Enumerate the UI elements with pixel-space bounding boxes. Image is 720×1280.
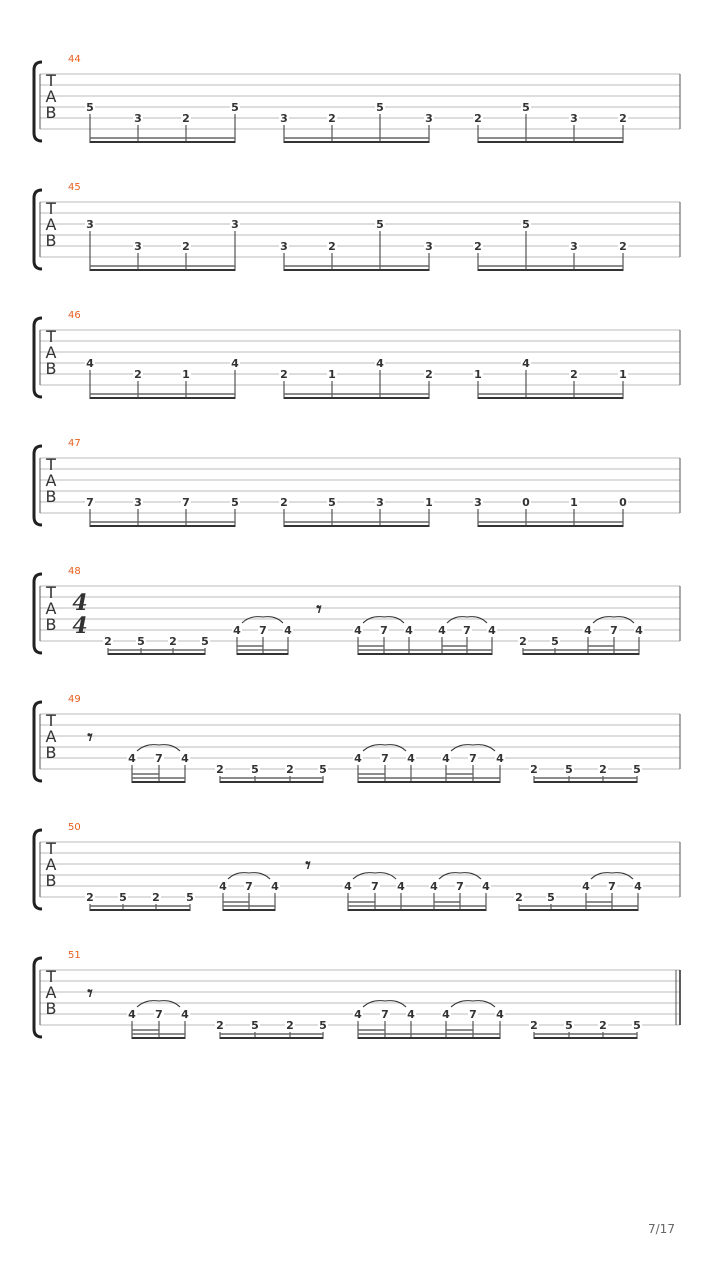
fret-number: 2 <box>474 240 482 253</box>
fret-number: 2 <box>182 240 190 253</box>
fret-number: 5 <box>328 496 336 509</box>
fret-number: 1 <box>182 368 190 381</box>
beam-group <box>85 891 195 911</box>
fret-number: 4 <box>582 880 590 893</box>
tab-system <box>34 950 680 1039</box>
tab-clef-letter: A <box>45 87 57 106</box>
tab-clef-letter: B <box>45 359 57 378</box>
slur <box>473 745 495 751</box>
fret-number: 2 <box>104 635 112 648</box>
beam-group <box>353 1001 505 1039</box>
tab-clef-letter: T <box>46 327 56 346</box>
fret-number: 4 <box>344 880 352 893</box>
fret-number: 2 <box>519 635 527 648</box>
slur <box>385 745 406 751</box>
fret-number: 4 <box>181 752 189 765</box>
fret-number: 3 <box>425 240 433 253</box>
tab-clef-letter: B <box>45 871 57 890</box>
slur <box>439 873 460 879</box>
fret-number: 4 <box>635 624 643 637</box>
fret-number: 7 <box>155 1008 163 1021</box>
fret-number: 3 <box>134 496 142 509</box>
slur <box>614 617 634 623</box>
fret-number: 3 <box>376 496 384 509</box>
beam-group <box>279 496 434 527</box>
fret-number: 4 <box>271 880 279 893</box>
measure-number: 44 <box>68 54 81 65</box>
fret-number: 1 <box>474 368 482 381</box>
fret-number: 7 <box>155 752 163 765</box>
slur <box>159 745 180 751</box>
fret-number: 5 <box>633 1019 641 1032</box>
fret-number: 7 <box>86 496 94 509</box>
fret-number: 4 <box>354 624 362 637</box>
slur <box>137 745 159 751</box>
measure-number: 47 <box>68 438 81 449</box>
beam-group <box>473 496 628 527</box>
fret-number: 4 <box>376 357 384 370</box>
beam-group <box>353 617 497 655</box>
slur <box>263 617 283 623</box>
fret-number: 4 <box>231 357 239 370</box>
time-signature-top: 4 <box>72 590 88 616</box>
tab-clef-letter: B <box>45 103 57 122</box>
fret-number: 5 <box>231 101 239 114</box>
fret-number: 7 <box>608 880 616 893</box>
slur <box>612 873 633 879</box>
slur <box>159 1001 180 1007</box>
beam-group <box>529 1019 642 1039</box>
fret-number: 4 <box>522 357 530 370</box>
fret-number: 7 <box>469 1008 477 1021</box>
fret-number: 4 <box>496 752 504 765</box>
fret-number: 4 <box>405 624 413 637</box>
beam-group <box>127 1001 190 1039</box>
fret-number: 4 <box>407 752 415 765</box>
fret-number: 4 <box>430 880 438 893</box>
fret-number: 5 <box>565 1019 573 1032</box>
fret-number: 5 <box>119 891 127 904</box>
fret-number: 7 <box>182 496 190 509</box>
fret-number: 2 <box>286 763 294 776</box>
fret-number: 5 <box>251 1019 259 1032</box>
tab-clef-letter: A <box>45 343 57 362</box>
fret-number: 1 <box>425 496 433 509</box>
page-number: 7/17 <box>648 1222 675 1236</box>
beam-group <box>518 617 644 655</box>
fret-number: 3 <box>280 240 288 253</box>
fret-number: 2 <box>530 763 538 776</box>
fret-number: 5 <box>522 218 530 231</box>
fret-number: 2 <box>216 1019 224 1032</box>
tab-system <box>34 566 680 655</box>
beam-group <box>127 745 190 783</box>
tab-system <box>34 310 680 399</box>
fret-number: 2 <box>169 635 177 648</box>
fret-number: 3 <box>474 496 482 509</box>
fret-number: 4 <box>397 880 405 893</box>
fret-number: 2 <box>599 763 607 776</box>
beam-group <box>232 617 293 655</box>
fret-number: 7 <box>380 624 388 637</box>
measure-number: 45 <box>68 182 81 193</box>
fret-number: 2 <box>515 891 523 904</box>
slur <box>385 1001 406 1007</box>
tab-clef-letter: T <box>46 583 56 602</box>
measure-number: 51 <box>68 950 81 961</box>
tab-clef-letter: B <box>45 231 57 250</box>
fret-number: 2 <box>280 368 288 381</box>
fret-number: 2 <box>182 112 190 125</box>
fret-number: 5 <box>86 101 94 114</box>
fret-number: 3 <box>280 112 288 125</box>
fret-number: 4 <box>584 624 592 637</box>
tab-clef-letter: A <box>45 855 57 874</box>
fret-number: 4 <box>438 624 446 637</box>
slur <box>473 1001 495 1007</box>
slur <box>467 617 487 623</box>
slur <box>384 617 404 623</box>
measure-number: 48 <box>68 566 81 577</box>
measure-number: 46 <box>68 310 81 321</box>
fret-number: 2 <box>280 496 288 509</box>
eighth-rest: 𝄾 <box>87 725 93 749</box>
beam-group <box>103 635 210 655</box>
fret-number: 5 <box>251 763 259 776</box>
fret-number: 4 <box>233 624 241 637</box>
fret-number: 3 <box>134 240 142 253</box>
fret-number: 0 <box>619 496 627 509</box>
tab-clef-letter: A <box>45 727 57 746</box>
beam-group <box>279 218 434 271</box>
fret-number: 7 <box>245 880 253 893</box>
fret-number: 5 <box>633 763 641 776</box>
fret-number: 4 <box>496 1008 504 1021</box>
fret-number: 4 <box>482 880 490 893</box>
fret-number: 4 <box>442 752 450 765</box>
fret-number: 4 <box>128 752 136 765</box>
slur <box>249 873 270 879</box>
fret-number: 3 <box>425 112 433 125</box>
slur <box>137 1001 159 1007</box>
fret-number: 2 <box>286 1019 294 1032</box>
fret-number: 7 <box>469 752 477 765</box>
slur <box>451 1001 473 1007</box>
tab-clef-letter: T <box>46 967 56 986</box>
slur <box>447 617 467 623</box>
tab-clef-letter: A <box>45 983 57 1002</box>
fret-number: 4 <box>634 880 642 893</box>
fret-number: 5 <box>551 635 559 648</box>
tab-clef-letter: T <box>46 839 56 858</box>
fret-number: 5 <box>319 1019 327 1032</box>
fret-number: 2 <box>619 112 627 125</box>
fret-number: 2 <box>134 368 142 381</box>
fret-number: 3 <box>231 218 239 231</box>
fret-number: 4 <box>86 357 94 370</box>
fret-number: 0 <box>522 496 530 509</box>
fret-number: 7 <box>381 1008 389 1021</box>
fret-number: 5 <box>186 891 194 904</box>
slur <box>242 617 263 623</box>
fret-number: 7 <box>610 624 618 637</box>
fret-number: 7 <box>381 752 389 765</box>
fret-number: 4 <box>442 1008 450 1021</box>
fret-number: 2 <box>619 240 627 253</box>
beam-group <box>514 873 643 911</box>
beam-group <box>218 873 280 911</box>
fret-number: 4 <box>407 1008 415 1021</box>
tab-system <box>34 694 680 783</box>
tab-system <box>34 822 680 911</box>
tab-clef-letter: T <box>46 455 56 474</box>
tab-system <box>34 54 680 143</box>
fret-number: 2 <box>152 891 160 904</box>
fret-number: 3 <box>86 218 94 231</box>
fret-number: 4 <box>128 1008 136 1021</box>
fret-number: 2 <box>216 763 224 776</box>
tab-clef-letter: T <box>46 711 56 730</box>
tab-system <box>34 438 680 527</box>
tab-clef-letter: B <box>45 999 57 1018</box>
fret-number: 2 <box>328 240 336 253</box>
beam-group <box>473 218 628 271</box>
fret-number: 2 <box>425 368 433 381</box>
fret-number: 7 <box>259 624 267 637</box>
tab-clef-letter: A <box>45 599 57 618</box>
slur <box>591 873 612 879</box>
fret-number: 5 <box>231 496 239 509</box>
fret-number: 3 <box>570 112 578 125</box>
fret-number: 3 <box>134 112 142 125</box>
slur <box>451 745 473 751</box>
tab-clef-letter: B <box>45 615 57 634</box>
beam-group <box>215 1019 328 1039</box>
slur <box>228 873 249 879</box>
beam-group <box>85 218 240 271</box>
tab-clef-letter: T <box>46 71 56 90</box>
tab-clef-letter: A <box>45 471 57 490</box>
tab-clef-letter: B <box>45 487 57 506</box>
fret-number: 5 <box>376 218 384 231</box>
fret-number: 5 <box>319 763 327 776</box>
fret-number: 7 <box>456 880 464 893</box>
fret-number: 2 <box>328 112 336 125</box>
beam-group <box>85 496 240 527</box>
fret-number: 5 <box>547 891 555 904</box>
fret-number: 2 <box>530 1019 538 1032</box>
tab-clef-letter: T <box>46 199 56 218</box>
eighth-rest: 𝄾 <box>87 981 93 1005</box>
fret-number: 4 <box>181 1008 189 1021</box>
eighth-rest: 𝄾 <box>316 597 322 621</box>
time-signature-bottom: 4 <box>72 613 88 639</box>
fret-number: 3 <box>570 240 578 253</box>
fret-number: 2 <box>599 1019 607 1032</box>
slur <box>363 1001 385 1007</box>
fret-number: 4 <box>354 1008 362 1021</box>
beam-group <box>215 763 328 783</box>
fret-number: 1 <box>570 496 578 509</box>
fret-number: 1 <box>619 368 627 381</box>
beam-group <box>529 763 642 783</box>
fret-number: 5 <box>565 763 573 776</box>
slur <box>460 873 481 879</box>
measure-number: 50 <box>68 822 81 833</box>
slur <box>353 873 375 879</box>
fret-number: 2 <box>86 891 94 904</box>
fret-number: 7 <box>463 624 471 637</box>
slur <box>375 873 396 879</box>
beam-group <box>343 873 491 911</box>
fret-number: 4 <box>219 880 227 893</box>
fret-number: 5 <box>376 101 384 114</box>
tab-clef-letter: B <box>45 743 57 762</box>
fret-number: 7 <box>371 880 379 893</box>
fret-number: 2 <box>570 368 578 381</box>
slur <box>593 617 614 623</box>
fret-number: 5 <box>522 101 530 114</box>
eighth-rest: 𝄾 <box>305 853 311 877</box>
tab-system <box>34 182 680 271</box>
measure-number: 49 <box>68 694 81 705</box>
slur <box>363 617 384 623</box>
fret-number: 5 <box>137 635 145 648</box>
tab-clef-letter: A <box>45 215 57 234</box>
fret-number: 4 <box>488 624 496 637</box>
fret-number: 5 <box>201 635 209 648</box>
fret-number: 4 <box>284 624 292 637</box>
slur <box>363 745 385 751</box>
fret-number: 2 <box>474 112 482 125</box>
beam-group <box>353 745 505 783</box>
fret-number: 1 <box>328 368 336 381</box>
fret-number: 4 <box>354 752 362 765</box>
